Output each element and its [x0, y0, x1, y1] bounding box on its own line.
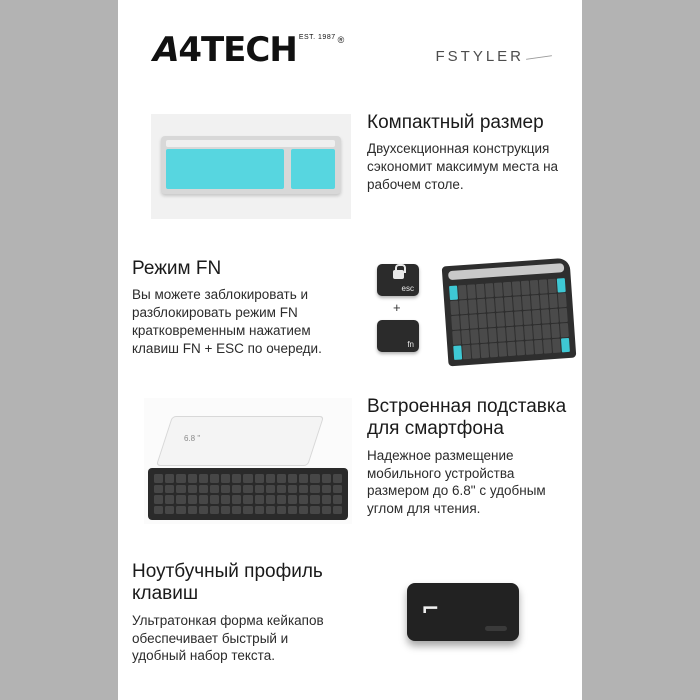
- a4tech-logo: [148, 30, 345, 70]
- a4tech-logo-word: 4TECH: [178, 30, 297, 70]
- mini-keyboard-keys: [449, 278, 570, 360]
- fstyler-logo-text: FSTYLER: [435, 48, 524, 65]
- feature-title: Ноутбучный профиль клавиш: [132, 561, 323, 605]
- feature-text-cell: [353, 96, 582, 238]
- established-label: EST. 1987: [298, 34, 336, 41]
- feature-title: Режим FN: [132, 258, 222, 279]
- keyboard-numpad-section-highlight: [291, 149, 335, 189]
- feature-text-cell: [118, 248, 347, 378]
- plus-symbol: +: [393, 300, 401, 315]
- keyboard-top-strip: [166, 140, 335, 147]
- low-profile-keycap-photo: [349, 553, 577, 671]
- feature-body: Ультратонкая форма кейкапов обеспечивает быстрый и удобный набор текста.: [132, 612, 324, 664]
- fstyler-logo: [435, 48, 552, 65]
- feature-body: Вы можете заблокировать и разблокировать режим FN кратковременным нажатием клавиш FN + ESC по очереди.: [132, 287, 322, 356]
- dark-keyboard-shape: [148, 468, 348, 520]
- content-column: [118, 0, 582, 700]
- feature-image-cell: [347, 248, 582, 378]
- feature-row-fn-mode: [118, 248, 582, 378]
- mini-keyboard-photo: [442, 258, 577, 367]
- feature-image-cell: [118, 96, 353, 238]
- phone-size-label: 6.8 ": [184, 434, 201, 443]
- dark-keyboard-keys: [154, 474, 342, 514]
- a4tech-logo-text: [148, 30, 297, 70]
- feature-row-low-profile: [118, 545, 582, 685]
- feature-image-cell: [118, 388, 353, 538]
- registered-mark: ®: [337, 35, 345, 45]
- esc-keycap: [377, 264, 419, 296]
- left-grey-rail: [0, 0, 118, 700]
- feature-row-compact-size: [118, 96, 582, 238]
- right-grey-rail: [582, 0, 700, 700]
- feature-body: Двухсекционная конструкция сэкономит максимум места на рабочем столе.: [367, 141, 559, 193]
- keycap-notch: [485, 626, 507, 631]
- keycap-glyph-icon: ⌐: [421, 597, 440, 622]
- feature-body: Надежное размещение мобильного устройства размером до 6.8" с удобным углом для чтения.: [367, 447, 546, 517]
- feature-title: Встроенная подставка для смартфона: [367, 396, 567, 440]
- phone-stand-photo: [144, 398, 352, 524]
- feature-text-cell: [353, 388, 582, 538]
- keyboard-main-section-highlight: [166, 149, 284, 189]
- keycap-closeup-shape: [407, 583, 519, 641]
- mini-keyboard-top-strip: [448, 263, 564, 280]
- fn-keycap: [377, 320, 419, 352]
- fn-keycap-label: fn: [407, 340, 414, 349]
- fstyler-swoosh-icon: [526, 55, 552, 60]
- fn-esc-keys-photo: [349, 258, 577, 370]
- a-slash-mark: A: [148, 30, 183, 70]
- feature-row-phone-stand: [118, 388, 582, 538]
- feature-image-cell: [347, 545, 582, 685]
- brand-header: [118, 0, 582, 92]
- esc-keycap-label: esc: [401, 284, 414, 293]
- feature-title: Компактный размер: [367, 112, 544, 133]
- compact-keyboard-photo: [151, 114, 351, 219]
- feature-text-cell: [118, 545, 347, 685]
- keyboard-body-shape: [161, 136, 341, 194]
- phone-stand-shape: [156, 416, 324, 466]
- lock-icon: [393, 270, 404, 279]
